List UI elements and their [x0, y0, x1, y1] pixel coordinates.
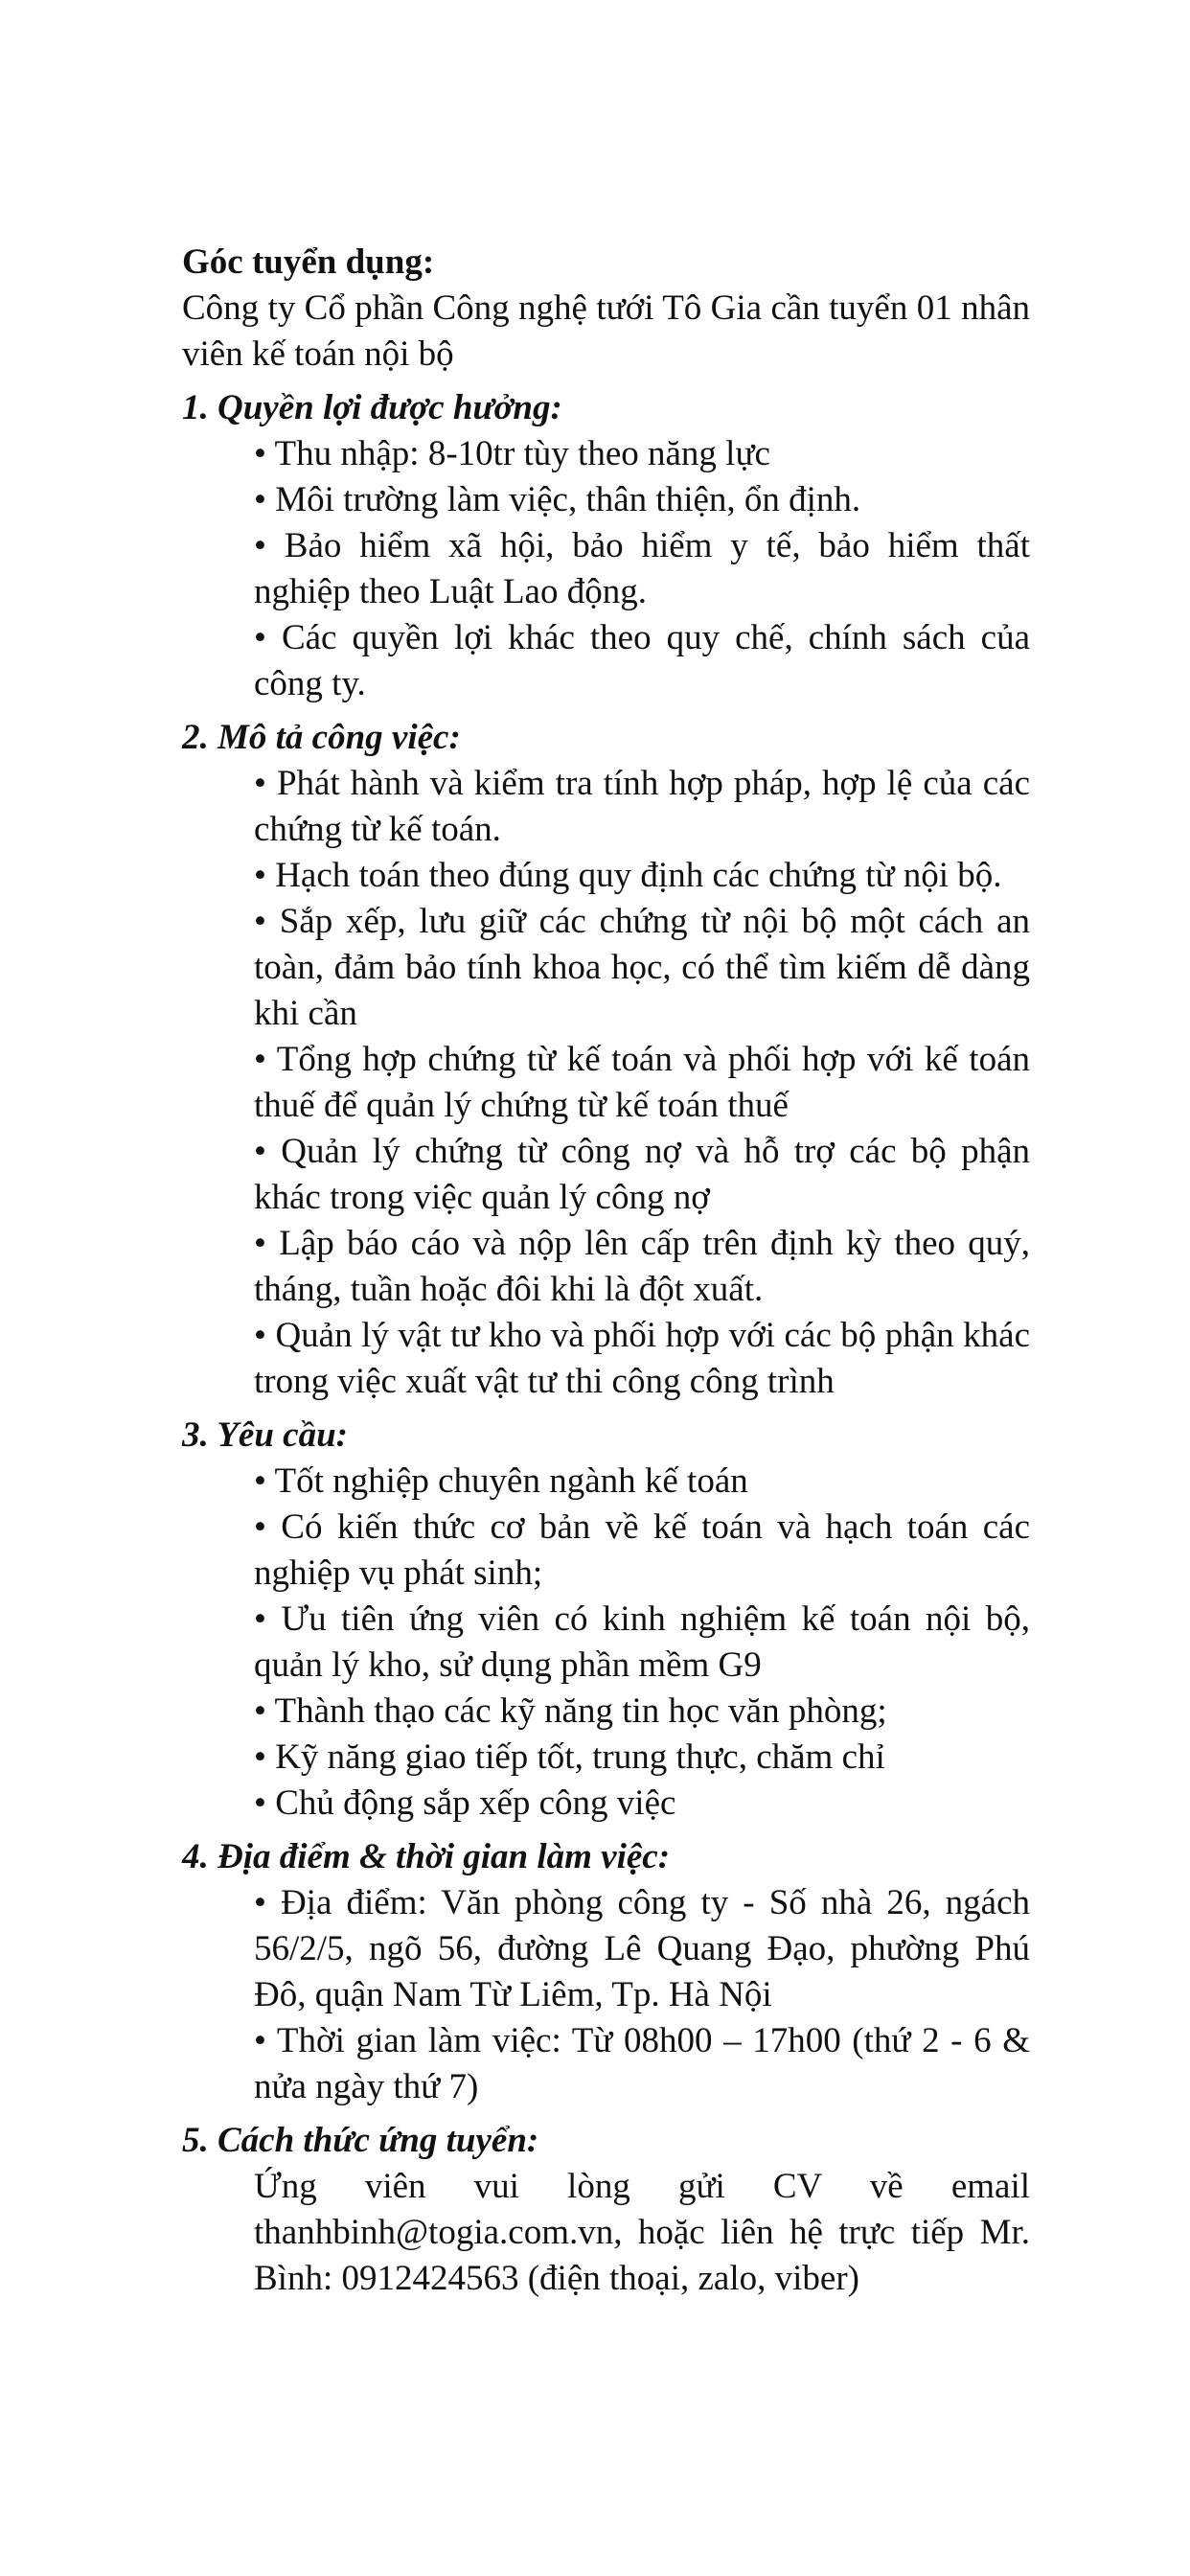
list-item: • Các quyền lợi khác theo quy chế, chính sách của công ty. [254, 618, 1030, 703]
job-description-list [254, 761, 1030, 1405]
list-item: • Hạch toán theo đúng quy định các chứng từ nội bộ. [254, 856, 1002, 895]
list-item: • Sắp xếp, lưu giữ các chứng từ nội bộ một cách an toàn, đảm bảo tính khoa học, có thể tìm kiếm dễ dàng khi cần [254, 902, 1030, 1033]
section-location-time [182, 1834, 1030, 2110]
list-item: • Môi trường làm việc, thân thiện, ổn định. [254, 480, 861, 519]
section-heading: 5. Cách thức ứng tuyển: [182, 2121, 539, 2160]
list-item: • Tổng hợp chứng từ kế toán và phối hợp với kế toán thuế để quản lý chứng từ kế toán thuế [254, 1040, 1030, 1125]
list-item: • Quản lý chứng từ công nợ và hỗ trợ các bộ phận khác trong việc quản lý công nợ [254, 1132, 1030, 1217]
benefit-list [254, 431, 1030, 707]
list-item: • Thu nhập: 8-10tr tùy theo năng lực [254, 434, 770, 473]
list-item: • Chủ động sắp xếp công việc [254, 1783, 676, 1823]
section-heading: 4. Địa điểm & thời gian làm việc: [182, 1837, 671, 1876]
section-how-to-apply [182, 2118, 1030, 2302]
list-item: • Có kiến thức cơ bản về kế toán và hạch toán các nghiệp vụ phát sinh; [254, 1507, 1030, 1593]
section-heading: 3. Yêu cầu: [182, 1415, 349, 1455]
location-time-list [254, 1880, 1030, 2110]
list-item: • Thành thạo các kỹ năng tin học văn phòng; [254, 1691, 887, 1731]
application-instructions: Ứng viên vui lòng gửi CV về email thanhbinh@togia.com.vn, hoặc liên hệ trực tiếp Mr. Bình: 0912424563 (điện thoại, zalo, viber) [254, 2167, 1030, 2298]
list-item: • Bảo hiểm xã hội, bảo hiểm y tế, bảo hiểm thất nghiệp theo Luật Lao động. [254, 526, 1030, 611]
document-title: Góc tuyển dụng: [182, 242, 435, 282]
list-item: • Địa điểm: Văn phòng công ty - Số nhà 26, ngách 56/2/5, ngõ 56, đường Lê Quang Đạo, phường Phú Đô, quận Nam Từ Liêm, Tp. Hà Nội [254, 1883, 1030, 2014]
list-item: • Lập báo cáo và nộp lên cấp trên định kỳ theo quý, tháng, tuần hoặc đôi khi là đột xuất. [254, 1224, 1030, 1309]
section-heading: 1. Quyền lợi được hưởng: [182, 388, 562, 427]
section-requirements [182, 1413, 1030, 1827]
document-intro: Công ty Cổ phần Công nghệ tưới Tô Gia cần tuyển 01 nhân viên kế toán nội bộ [182, 288, 1030, 374]
list-item: • Kỹ năng giao tiếp tốt, trung thực, chăm chỉ [254, 1737, 885, 1777]
list-item: • Tốt nghiệp chuyên ngành kế toán [254, 1461, 748, 1501]
section-benefits [182, 385, 1030, 707]
list-item: • Ưu tiên ứng viên có kinh nghiệm kế toán nội bộ, quản lý kho, sử dụng phần mềm G9 [254, 1599, 1030, 1685]
list-item: • Phát hành và kiểm tra tính hợp pháp, hợp lệ của các chứng từ kế toán. [254, 764, 1030, 849]
section-job-description [182, 715, 1030, 1405]
list-item: • Thời gian làm việc: Từ 08h00 – 17h00 (thứ 2 - 6 & nửa ngày thứ 7) [254, 2021, 1030, 2106]
recruitment-document [182, 240, 1030, 2302]
requirements-list [254, 1459, 1030, 1827]
list-item: • Quản lý vật tư kho và phối hợp với các bộ phận khác trong việc xuất vật tư thi công công trình [254, 1316, 1030, 1401]
section-heading: 2. Mô tả công việc: [182, 718, 461, 757]
